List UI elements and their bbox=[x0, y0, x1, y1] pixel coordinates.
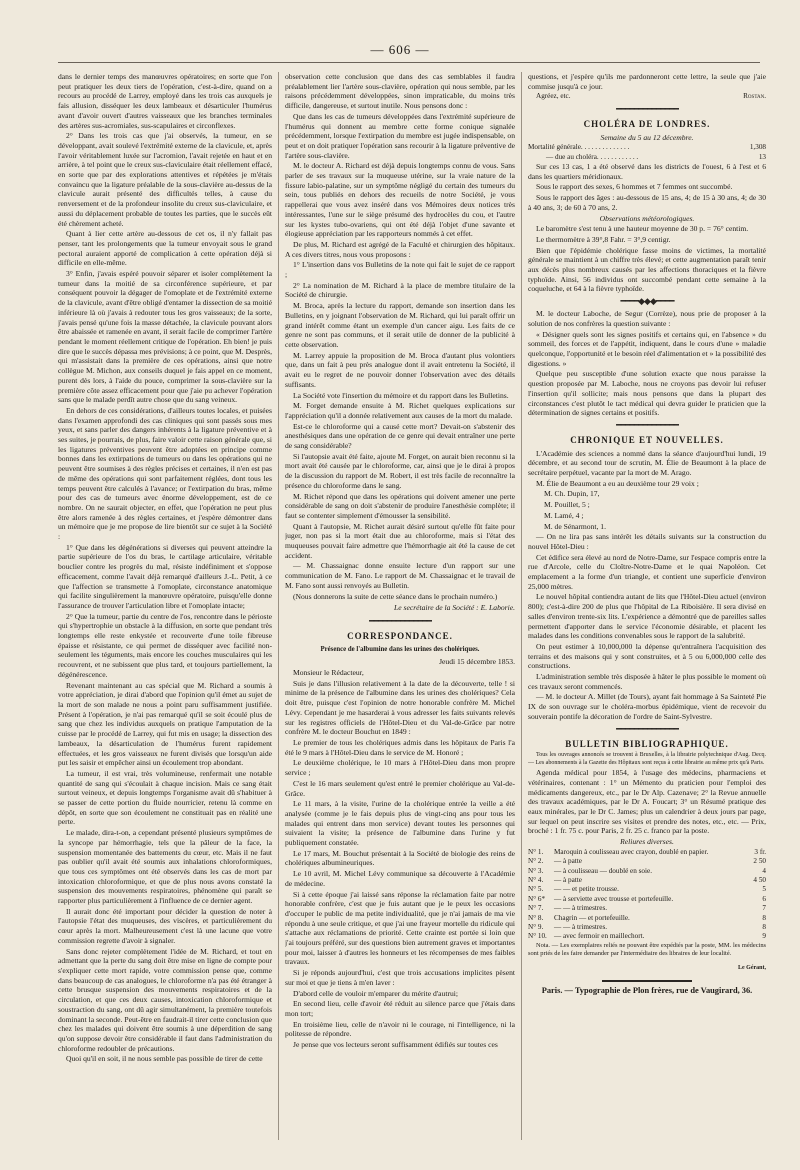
paragraph: Quant à lier cette artère au-dessous de cet os, il n'y fallait pas penser, tant les prolongements que la tumeur envoyait sous le grand pectoral auraient apporté de complication à cette opération déjà si difficile en elle-même. bbox=[58, 229, 272, 268]
paragraph: M. Broca, après la lecture du rapport, demande son insertion dans les Bulletins, en y joignant l'observation de M. Richard, qui lui paraît offrir un grand intérêt comme étant un exemple d'un cancer aigu. Les faits de ce genre ne sont pas communs, et il serait utile de donner de la publicité à cette observation. bbox=[285, 301, 515, 349]
reliure-number: N° 3. bbox=[528, 866, 544, 875]
paragraph: Le deuxième cholérique, le 10 mars à l'Hôtel-Dieu dans mon propre service ; bbox=[285, 758, 515, 778]
paragraph: 2° Dans les trois cas que j'ai observés, la tumeur, en se développant, avait soulevé l'extrémité externe de la clavicule, et, après l'avoir véritablement luxée sur l'acromion, l'avait rejetée en haut et en arrière, à tel point que le creux sus-claviculaire était réellement effacé, en sorte que par des explorations attentives et répétées je m'étais convaincu que la ligature préalable de la sous-clavière au-dessus de la clavicule aurait présenté des difficultés telles, à cause du renversement et de la profondeur insolite du creux sus-claviculaire, et aussi du déplacement probable de toutes les parties, que le succès eût été chèrement acheté. bbox=[58, 131, 272, 228]
reliure-number: N° 10. bbox=[528, 932, 547, 941]
reliure-price: 3 fr. bbox=[754, 847, 766, 856]
paragraph: Sans donc rejeter complètement l'idée de M. Richard, et tout en admettant que la perte du sang doit être mise en ligne de compte pour s'expliquer cette mort rapide, votre commission pense que, comme dans beaucoup de cas analogues, le chloroforme n'a pas été étranger à cette brusque suspension des mouvements respiratoires et de la circulation, et que ces deux causes, intoxication chloroformique et soustraction du sang, ont dû agir simultanément, la première toutefois dominant la seconde. Peut-être en faudrait-il tirer cette conclusion que chez les malades qui doivent être soumis à une déperdition de sang qu'on suppose devoir être considérable il faut dans l'administration du chloroforme redoubler de précautions. bbox=[58, 946, 272, 1053]
biblio-heading: BULLETIN BIBLIOGRAPHIQUE. bbox=[565, 738, 729, 749]
reliure-description: — — à trimestres. bbox=[554, 922, 608, 931]
paragraph: Le nouvel hôpital contiendra autant de lits que l'Hôtel-Dieu actuel (environ 800); c'est-à-dire 200 de plus que l'hôpital de La Riboisière. Il sera divisé en salles d'environ trente-six lits. L'expérience a démontré que de pareilles salles permettent d'apporter dans le service l'économie désirable, et placent les malades dans les conditions convenables sous le rapport de la salubrité. bbox=[528, 592, 766, 641]
printer-line: Paris. — Typographie de Plon frères, rue de Vaugirard, 36. bbox=[541, 985, 753, 995]
paragraph: M. le docteur Laboche, de Segur (Corrèze), nous prie de proposer à la solution de nos confrères la question suivante : bbox=[528, 309, 766, 328]
ornament-rule: ━━━━━━━━━━━━━━ bbox=[616, 723, 678, 734]
reliure-number: N° 7. bbox=[528, 904, 544, 913]
paragraph: D'abord celle de vouloir m'emparer du mérite d'autrui; bbox=[293, 988, 458, 998]
reliure-price: 4 50 bbox=[753, 875, 766, 884]
paragraph: La tumeur, il est vrai, très volumineuse, renfermait une notable quantité de sang qui s'écoulait à chaque incision. Mais ce sang était surtout veineux, et depuis longtemps l'organisme avait dû s'habituer à se passer de cette portion du fluide nourricier, retenu là comme en dépôt, en sorte que son écoulement ne constituait pas en réalité une perte. bbox=[58, 768, 272, 827]
paragraph: Il aurait donc été important pour décider la question de noter à l'autopsie l'état des muqueuses, des viscères, et particulièrement du cœur après la mort. Malheureusement c'est là une lacune que votre commission regrette d'avoir à signaler. bbox=[58, 906, 272, 945]
reliure-number: N° 1. bbox=[528, 847, 544, 856]
letter-salutation: Monsieur le Rédacteur, bbox=[293, 668, 364, 678]
letter-date: Jeudi 15 décembre 1853. bbox=[439, 657, 515, 667]
reliures-heading: Reliures diverses. bbox=[620, 837, 674, 847]
reliure-number: N° 5. bbox=[528, 885, 544, 894]
paragraph: 1° Que dans les dégénérations si diverses qui peuvent atteindre la partie supérieure de l'os du bras, le cartilage articulaire, véritable bouclier contre les progrès du mal, résiste indéfiniment et s'oppose efficacement, comme l'avait déjà remarqué d'ailleurs J.-L. Petit, à ce que l'affection se transmette à l'omoplate, circonstance anatomique qui facilite singulièrement la manœuvre opératoire, puisqu'elle donne l'assurance de trouver l'articulation libre et l'omoplate intacte; bbox=[58, 542, 272, 610]
reliure-price: 2 50 bbox=[753, 857, 766, 866]
paragraph: Le 11 mars, à la visite, l'urine de la cholérique entrée la veille a été analysée (comme je le fais depuis plus de vingt-cinq ans pour tous les malades qui entrent dans mon service) devant toutes les personnes qui suivaient la visite; la présence de l'albumine dans l'urine y fut publiquement constatée. bbox=[285, 799, 515, 848]
biblio-note: Tous les ouvrages annoncés se trouvent à Bruxelles, à la librairie polytechnique d'Aug. Decq. — Les abonnements à la Gazette des Hôpitaux sont reçus à cette librairie au même prix qu'à Paris. bbox=[528, 752, 766, 766]
column-separator bbox=[521, 72, 522, 1140]
cholera-label: — due au choléra. . . . . . . . . . . . bbox=[546, 152, 639, 161]
reliure-number: N° 9. bbox=[528, 922, 544, 931]
vote-line: M. Lamé, 4 ; bbox=[544, 510, 584, 520]
reliure-price: 5 bbox=[762, 885, 766, 894]
column-separator bbox=[278, 72, 279, 1140]
paragraph: 3° Enfin, j'avais espéré pouvoir séparer et isoler complètement la tumeur dans la moitié de sa circonférence supérieure, et par conséquent pouvoir la dégager de l'omoplate et de l'extrémité externe de la clavicule, avant d'être obligé d'entamer la dissection de sa moitié inférieure là où j'avais à redouter tous les gros vaisseaux; de la sorte, j'avais pensé qu'une fois la masse détachée, la clavicule pouvant alors être abaissée et ramenée en avant, il serait facile de comprimer l'artère pendant le moment réellement critique de l'opération. Eh bien! je puis dire que le succès dépassa mes prévisions; à ce point, que M. Desprès, qui m'assistait dans la première de ces opérations, ainsi que notre collègue M. Michon, aux conseils duquel je fais appel en ce moment, purent dès lors, à l'aide du pouce, comprimer la sous-clavière sur la première côte assez efficacement pour que j'aie pu achever l'opération sans que le malade perdît autre chose que du sang veineux. bbox=[58, 269, 272, 405]
paragraph: Quoi qu'il en soit, il ne nous semble pas possible de tirer de cette bbox=[66, 1054, 263, 1064]
reliure-number: N° 8. bbox=[528, 913, 544, 922]
reliure-number: N° 6* bbox=[528, 894, 546, 903]
ornament-rule: ━━━━◆◆◆━━━━ bbox=[620, 296, 674, 307]
paragraph: C'est le 16 mars seulement qu'est entré le premier cholérique au Val-de-Grâce. bbox=[285, 778, 515, 798]
reliure-row bbox=[528, 876, 766, 885]
paragraph: Je pense que vos lecteurs seront suffisamment édifiés sur toutes ces bbox=[293, 1040, 498, 1050]
paragraph: Si je réponds aujourd'hui, c'est que trois accusations implicites pèsent sur moi et que je tiens à m'en laver : bbox=[285, 968, 515, 987]
reliure-row bbox=[528, 923, 766, 932]
vote-line: M. Pouillet, 5 ; bbox=[544, 500, 590, 510]
paragraph: Le malade, dira-t-on, a cependant présenté plusieurs symptômes de la syncope par hémorrhagie, tels que la pâleur de la face, la suspension momentanée des battements du cœur, etc. Mais il ne faut pas oublier qu'il avait été soumis aux inhalations chloroformiques, que tous ces symptômes ont été observés dans les cas de mort par intoxication chloroformique, et que de plus nous avons constaté la suspension des mouvements respiratoires, phénomène qui paraît se rapporter plus particulièrement à l'influence de ce dernier agent. bbox=[58, 828, 272, 906]
reliure-number: N° 4. bbox=[528, 875, 544, 884]
reliure-price: 6 bbox=[762, 894, 766, 903]
paragraph: M. Élie de Beaumont a eu au deuxième tour 29 voix ; bbox=[536, 478, 699, 488]
reliure-description: — avec fermoir en maillechort. bbox=[554, 932, 645, 941]
reliure-row bbox=[528, 848, 766, 857]
vote-line: M. de Sénarmont, 1. bbox=[544, 521, 607, 531]
reliure-price: 8 bbox=[762, 913, 766, 922]
gerant-label: Le Gérant, bbox=[738, 964, 766, 971]
paragraph: — M. Chassaignac donne ensuite lecture d'un rapport sur une communication de M. Fano. Le rapport de M. Chassaignac et le travail de M. Fano sont aussi renvoyés au Bulletin. bbox=[285, 561, 515, 590]
paragraph: M. le docteur A. Richard est déjà depuis longtemps connu de vous. Sans parler de ses travaux sur la muqueuse utérine, sur la vraie nature de la fissure labio-palatine, sur un symptôme négligé du certain des tumeurs du sein, tous publiés en dehors des recueils de notre Société, je vous rappellerai que vous avez inséré dans vos Mémoires deux notices très intéressantes, l'une sur le siège présumé des hydrocèles du cou, et l'autre sur les kystes tubo-ovariens, qui ont été déjà l'objet d'une savante et élogieuse appréciation par les rapporteurs nommés à cet effet. bbox=[285, 161, 515, 239]
paragraph: Sous le rapport des âges : au-dessous de 15 ans, 4; de 15 à 30 ans, 4; de 30 à 40 ans, 3; de 60 à 70 ans, 2. bbox=[528, 193, 766, 212]
reliure-description: — à patte bbox=[554, 857, 582, 866]
paragraph: Est-ce le chloroforme qui a causé cette mort? Devait-on s'abstenir des anesthésiques dans une opération de ce genre qui devait entraîner une perte de sang considérable? bbox=[285, 421, 515, 451]
ornament-rule: ━━━━━━━━━━━━━━ bbox=[369, 615, 431, 626]
paragraph: Le baromètre s'est tenu à une hauteur moyenne de 30 p. = 76° centim. bbox=[536, 224, 749, 234]
paragraph: Si l'autopsie avait été faite, ajoute M. Forget, on aurait bien reconnu si la mort avait été causée par le chloroforme, car, ainsi que je le dirai à propos de la discussion du rapport de M. Robert, il est très facile de reconnaître la présence du chloroforme dans le sang. bbox=[285, 451, 515, 490]
paragraph: En second lieu, celle d'avoir été réduit au silence parce que j'étais dans mon tort; bbox=[285, 999, 515, 1018]
paragraph: Que dans les cas de tumeurs développées dans l'extrémité supérieure de l'humérus qui donnent au membre cette forme conique signalée précédemment, lorsque l'extirpation du membre est jugée indispensable, on peut et on doit pratiquer l'opération sans recourir à la ligature préventive de l'artère sous-clavière. bbox=[285, 111, 515, 160]
paragraph: 2° La nomination de M. Richard à la place de membre titulaire de la Société de chirurgie. bbox=[285, 280, 515, 300]
reliure-price: 9 bbox=[762, 932, 766, 941]
paragraph: Le premier de tous les cholériques admis dans les hôpitaux de Paris l'a été le 9 mars à l'Hôtel-Dieu dans le service de M. Honoré ; bbox=[285, 738, 515, 757]
paragraph: On peut estimer à 10,000,000 la dépense qu'entraînera l'acquisition des terrains et des maisons qui y sont construites, et à 5 ou 6,000,000 celle des constructions. bbox=[528, 641, 766, 671]
paragraph: Suis je dans l'illusion relativement à la date de la découverte, telle ! si minime de la présence de l'albumine dans les urines des cholériques? Cela doit être, puisque c'est l'opinion de notre honorable confrère M. Michel Lévy. Cependant je me hasarderai à vous adresser les faits suivants relevés sur les registres officiels de l'Hôtel-Dieu et du Val-de-Grâce par notre confrère M. le docteur Bouchut en 1849 : bbox=[285, 678, 515, 737]
reliure-row bbox=[528, 904, 766, 913]
letter-closing bbox=[528, 92, 766, 101]
cholera-heading: CHOLÉRA DE LONDRES. bbox=[583, 118, 711, 129]
closing-text: Agréez, etc. bbox=[536, 92, 571, 101]
agenda-paragraph: Agenda médical pour 1854, à l'usage des médecins, pharmaciens et vétérinaires, contenant : 1° un Mémento du praticien pour l'emploi des médicaments dangereux, etc., par le Dr Alp. Cazenave; 2° la Revue annuelle des travaux académiques, par le Dr A. Foucart; 3° un Résumé pratique des eaux minérales, par le Dr C. James; plus un calendrier à deux jours par page, sur lequel on peut inscrire ses visites et prendre des notes, etc., etc. — Prix, broché : 1 fr. 75 c. pour Paris, 2 fr. 25 c. franco par la poste. bbox=[528, 768, 766, 836]
paragraph: Sous le rapport des sexes, 6 hommes et 7 femmes ont succombé. bbox=[536, 182, 733, 192]
secretary-signature: Le secrétaire de la Société : E. Laborie. bbox=[394, 603, 515, 613]
mortality-label: Mortalité générale. . . . . . . . . . . . . . bbox=[528, 143, 630, 152]
page-number: — 606 — bbox=[370, 42, 430, 57]
chronique-heading: CHRONIQUE ET NOUVELLES. bbox=[570, 434, 724, 445]
reliure-number: N° 2. bbox=[528, 857, 544, 866]
column-3 bbox=[528, 72, 766, 1142]
reliure-price: 4 bbox=[762, 866, 766, 875]
paragraph: 2° Que la tumeur, partie du centre de l'os, rencontre dans le périoste qui s'hypertrophie un obstacle à la diffusion, en sorte que pendant très longtemps elle reste enkystée et recouverte d'une toile fibreuse épaisse et résistante, ce qui permet de disséquer avec facilité non-seulement les téguments, mais encore les couches musculaires qui les recouvrent, et ne subissent que plus tard, et toujours partiellement, la dégénérescence. bbox=[58, 611, 272, 679]
paragraph: (Nous donnerons la suite de cette séance dans le prochain numéro.) bbox=[293, 591, 498, 601]
paragraph: — On ne lira pas sans intérêt les détails suivants sur la construction du nouvel Hôtel-Dieu : bbox=[528, 532, 766, 551]
paragraph: questions, et j'espère qu'ils me pardonneront cette lettre, la seule que j'aie commise jusqu'à ce jour. bbox=[528, 72, 766, 91]
paragraph: Cet édifice sera élevé au nord de Notre-Dame, sur l'espace compris entre la rue d'Arcole, celle du Cloître-Notre-Dame et le quai Napoléon. Cet emplacement a la forme d'un triangle, et contient une superficie d'environ 25,000 mètres. bbox=[528, 552, 766, 591]
paragraph: En troisième lieu, celle de n'avoir ni le courage, ni l'intelligence, ni la politesse de répondre. bbox=[285, 1019, 515, 1039]
reliure-row bbox=[528, 885, 766, 894]
vote-line: M. Ch. Dupin, 17, bbox=[544, 489, 600, 499]
paragraph: 1° L'insertion dans vos Bulletins de la note qui fait le sujet de ce rapport ; bbox=[285, 260, 515, 280]
paragraph: — M. le docteur A. Millet (de Tours), ayant fait hommage à Sa Sainteté Pie IX de son ouvrage sur le choléra-morbus épidémique, vient de recevoir du souverain pontife la décoration de l'ordre de Saint-Sylvestre. bbox=[528, 692, 766, 721]
reliure-price: 8 bbox=[762, 922, 766, 931]
reliure-price: 7 bbox=[762, 904, 766, 913]
paragraph: observation cette conclusion que dans des cas semblables il faudra préalablement lier l'artère sous-clavière, opération qui nous semble, par les raisons précédemment développées, sinon impraticable, du moins très difficile, dangereuse, et surtout inutile. Nous pensons donc : bbox=[285, 72, 515, 111]
paragraph: La Société vote l'insertion du mémoire et du rapport dans les Bulletins. bbox=[293, 390, 509, 400]
paragraph: M. Larrey appuie la proposition de M. Broca d'autant plus volontiers que, dans un fait à peu près analogue dont il avait entretenu la Société, il avait eu le regret de ne pouvoir donner l'observation avec des détails suffisants. bbox=[285, 350, 515, 389]
column-1 bbox=[58, 72, 272, 1142]
reliure-description: Maroquin à coulisseau avec crayon, doublé en papier. bbox=[554, 847, 709, 856]
reliure-description: — à patte bbox=[554, 875, 582, 884]
reliure-description: — — à trimestres. bbox=[554, 904, 608, 913]
paragraph: De plus, M. Richard est agrégé de la Faculté et chirurgien des hôpitaux. A ces divers titres, nous vous proposons : bbox=[285, 239, 515, 259]
bottom-rule bbox=[602, 980, 692, 982]
ornament-rule: ━━━━━━━━━━━━━━ bbox=[616, 103, 678, 114]
column-2 bbox=[285, 72, 515, 1142]
reliure-row bbox=[528, 895, 766, 904]
paragraph: Revenant maintenant au cas spécial que M. Richard a soumis à votre appréciation, je dirai d'abord que l'opinion qu'il émet au sujet de la mort de son malade ne nous a point paru suffisamment justifiée. Présent à l'opération, je n'ai pas remarqué qu'il se soit écoulé plus de sang que chez les individus auxquels on pratique l'amputation de la cuisse par le procédé de Larrey, qui fut mis en usage; la dissection des lambeaux, la désarticulation de l'humérus furent rapidement effectuées, et les gros vaisseaux ne furent divisés que lorsqu'un aide put les saisir et empêcher ainsi un écoulement trop abondant. bbox=[58, 680, 272, 768]
correspondance-heading: CORRESPONDANCE. bbox=[347, 630, 453, 641]
paragraph: L'Académie des sciences a nommé dans la séance d'aujourd'hui lundi, 19 décembre, et au second tour de scrutin, M. Élie de Beaumont à la place de secrétaire perpétuel, vacante par la mort de M. Arago. bbox=[528, 448, 766, 478]
nota: Nota. — Les exemplaires reliés ne pouvant être expédiés par la poste, MM. les médecins sont priés de les faire demander par l'intermédiaire des libraires de leur localité. bbox=[528, 941, 766, 957]
paragraph: L'administration semble très disposée à hâter le plus possible le moment où ces travaux seront commencés. bbox=[528, 672, 766, 691]
mortality-table bbox=[528, 143, 766, 162]
mortality-value: 1,308 bbox=[749, 143, 766, 152]
reliure-row bbox=[528, 867, 766, 876]
reliure-row bbox=[528, 914, 766, 923]
reliure-description: — à coulisseau — doublé en soie. bbox=[554, 866, 653, 875]
reliure-description: — — et petite trousse. bbox=[554, 885, 619, 894]
reliures-table bbox=[528, 848, 766, 942]
paragraph: dans le dernier temps des manœuvres opératoires; en sorte que l'on peut pratiquer les deux tiers de l'opération, c'est-à-dire, quand on a recours au procédé de Larrey, employé dans les trois cas auxquels je fais allusion, disséquer les deux lambeaux et désarticuler l'humérus avant d'avoir ouvert d'autres vaisseaux que les branches terminales des artères sus-acromiales, sus-scapulaires et circonflexes. bbox=[58, 72, 272, 130]
paragraph: Le thermomètre à 39°,8 Fahr. = 3°,9 centigr. bbox=[536, 234, 671, 244]
paragraph: Quelque peu susceptible d'une solution exacte que nous paraisse la question proposée par M. Laboche, nous ne croyons pas devoir lui refuser l'insertion qu'il sollicite; mais nous pensons que dans la plupart des circonstances c'est plutôt le tact médical qui devra guider le praticien que la détermination de signes certains et positifs. bbox=[528, 369, 766, 418]
paragraph: Quant à l'autopsie, M. Richet aurait désiré surtout qu'elle fût faite pour juger, non pas si la mort était due au chloroforme, mais si l'état des muqueuses pouvait faire admettre que l'hémorrhagie ait été la cause de cet accident. bbox=[285, 521, 515, 560]
reliure-row bbox=[528, 932, 766, 941]
paragraph: Le 10 avril, M. Michel Lévy communique sa découverte à l'Académie de médecine. bbox=[285, 869, 515, 888]
paragraph: En dehors de ces considérations, d'ailleurs toutes locales, et puisées dans l'examen approfondi des cas cliniques qui sont passés sous mes yeux, et sans parler des dangers inhérents à la ligature préventive et à ses suites, je pourrais, de plus, faire valoir cette raison générale que, si les ligatures préventives peuvent être adoptées en principe comme bonnes dans les extirpations de tumeurs ou dans les opérations qui ne peuvent être soumises à des règles précises et certaines, il n'en est pas de même des opérations qui sont parfaitement réglées, dont tous les temps peuvent être calculés à l'avance; or l'extirpation du bras, même pour des cas de tumeurs avec énorme développement, est de ce nombre. On ne saurait objecter, en effet, que l'opération ne peut plus être alors ramenée à des règles certaines, et j'espère démontrer dans un mémoire que je me propose de lire bientôt sur ce sujet à la Société : bbox=[58, 405, 272, 542]
cholera-value: 13 bbox=[758, 152, 766, 161]
closing-signature: Rostan. bbox=[743, 92, 766, 101]
paragraph: Le 17 mars, M. Bouchut présentait à la Société de biologie des reins de cholériques albumineuriques. bbox=[285, 848, 515, 868]
paragraph: « Désigner quels sont les signes positifs et certains qui, en l'absence » du sommeil, des forces et de l'appétit, indiquent, dans le cours d'une » maladie quelconque, l'opportunité et le besoin réel d'alimentation et » la possibilité des digestions. » bbox=[528, 329, 766, 368]
paragraph: Si à cette époque j'ai laissé sans réponse la réclamation faite par notre honorable confrère, c'est que je fuis autant que je le peux les occasions d'occuper le public de ma petite individualité, que je n'ai jamais de ma vie répondu à une seule critique, et que j'ai une frayeur mortelle du ridicule qui s'attache aux réclamations de priorité. Cette crainte est portée si loin que j'ai toujours préféré, sur des questions bien autrement graves et importantes pour moi, laisser à d'autres les honneurs et les récompenses de mes faibles travaux. bbox=[285, 889, 515, 967]
paragraph: Bien que l'épidémie cholérique fasse moins de victimes, la mortalité générale se maintient à un chiffre très élevé; et cette augmentation paraît tenir aux décès plus nombreux causés par les affections thoraciques et la fièvre typhoïde. Ainsi, 56 individus ont succombé pendant cette semaine à la coqueluche, et 64 à la fièvre typhoïde. bbox=[528, 245, 766, 294]
paragraph: Sur ces 13 cas, 1 a été observé dans les districts de l'ouest, 6 à l'est et 6 dans les quartiers méridionaux. bbox=[528, 162, 766, 181]
header-rule bbox=[58, 62, 760, 63]
reliure-description: — à serviette avec trousse et portefeuille. bbox=[554, 894, 674, 903]
ornament-rule: ━━━━━━━━━━━━━━ bbox=[616, 419, 678, 430]
meteo-heading: Observations météorologiques. bbox=[599, 213, 695, 223]
paragraph: M. Richet répond que dans les opérations qui doivent amener une perte considérable de sang on doit s'abstenir de produire l'anesthésie complète; il faut se contenter simplement d'émousser la sensibilité. bbox=[285, 491, 515, 520]
cholera-week: Semaine du 5 au 12 décembre. bbox=[600, 132, 694, 142]
correspondance-subheading: Présence de l'albumine dans les urines des cholériques. bbox=[320, 645, 480, 653]
reliure-description: Chagrin — et portefeuille. bbox=[554, 913, 630, 922]
reliure-row bbox=[528, 857, 766, 866]
paragraph: M. Forget demande ensuite à M. Richet quelques explications sur l'appréciation qu'il a donnée relativement aux causes de la mort du malade. bbox=[285, 401, 515, 420]
